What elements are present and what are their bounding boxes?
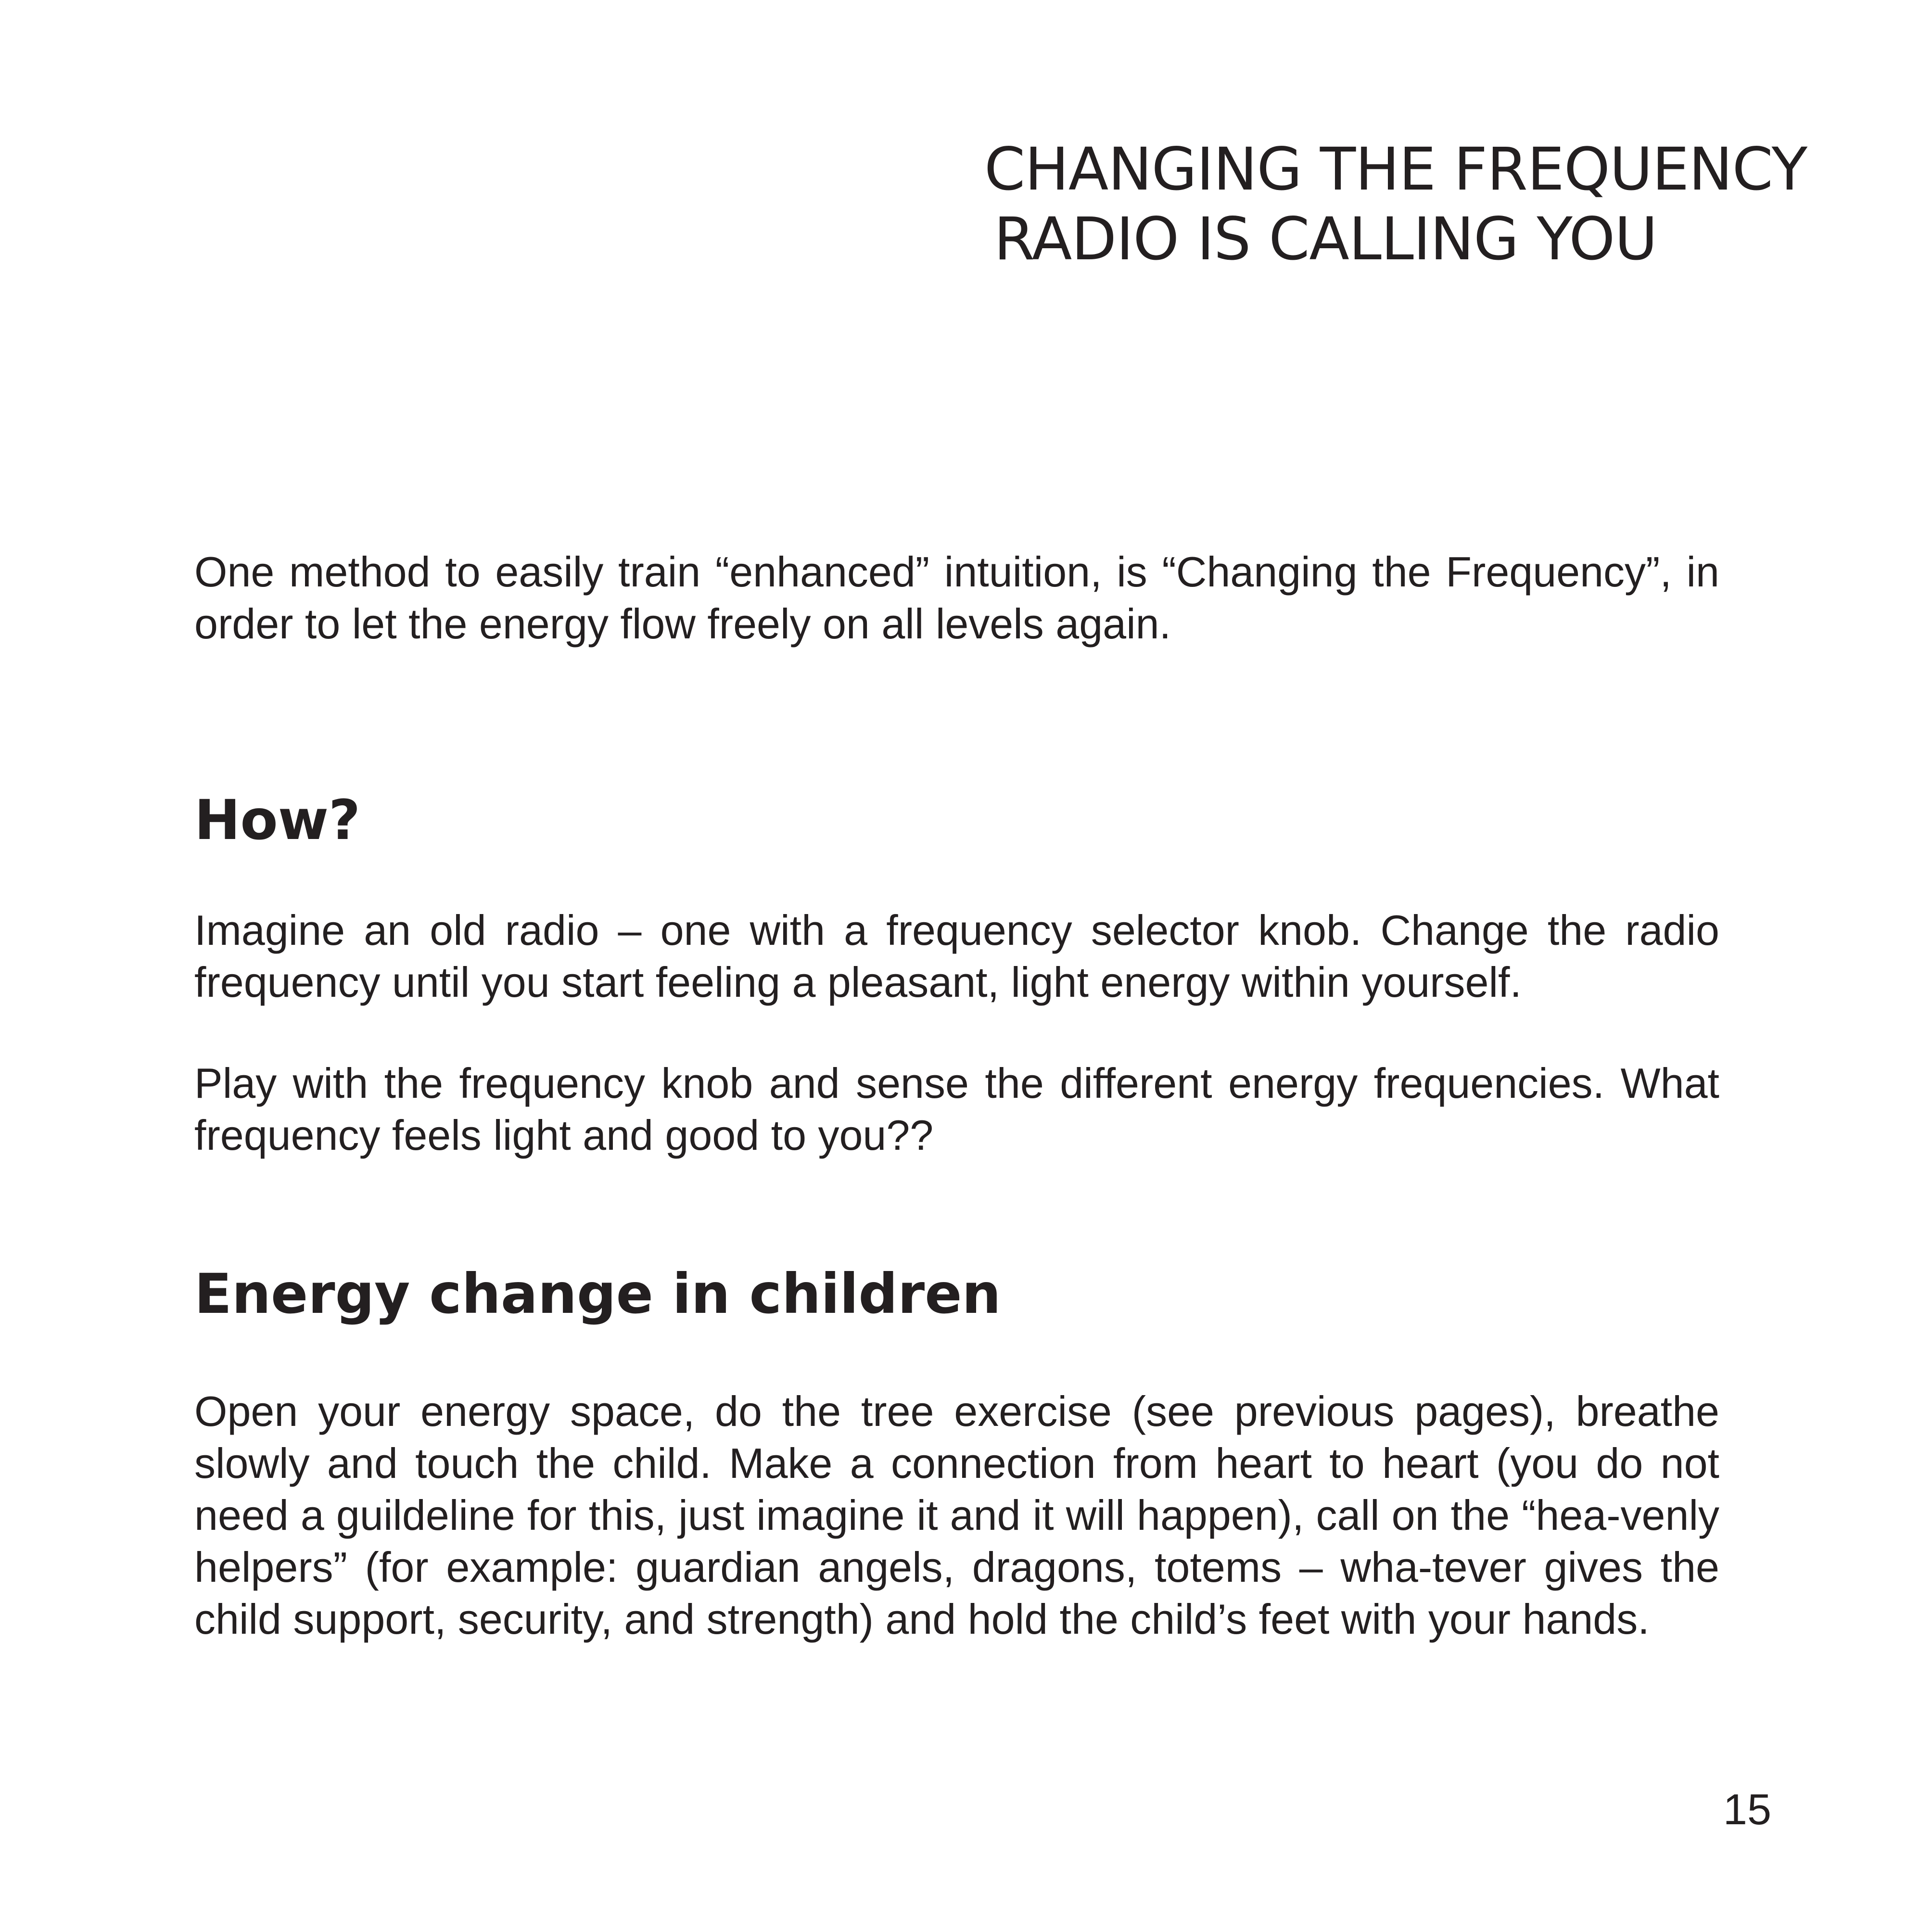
intro-paragraph: One method to easily train “enhanced” intuition, is “Changing the Frequency”, in order to let the energy flow freely on all levels again. [194,548,1719,648]
page-number: 15 [1723,1786,1771,1834]
how-section [194,789,1719,852]
title-line-1: CHANGING THE FREQUENCY [984,135,1807,203]
page-title [984,135,1807,274]
title-line-2: RADIO IS CALLING YOU [994,205,1657,273]
intro-section [194,546,1719,650]
children-body [194,1385,1719,1645]
how-body [194,904,1719,1161]
how-paragraph-2: Play with the frequency knob and sense the different energy frequencies. What frequency feels light and good to you?? [194,1059,1719,1159]
children-heading: Energy change in children [194,1262,1001,1326]
how-heading: How? [194,788,361,852]
children-paragraph: Open your energy space, do the tree exercise (see previous pages), breathe slowly and touch the child. Make a connection from heart to heart (you do not need a guildeline for this, just imagine it and it will happen), call on the “hea-venly helpers” (for example: guardian angels, dragons, totems – wha-tever gives the child support, security, and strength) and hold the child’s feet with your hands. [194,1387,1719,1643]
children-section [194,1263,1719,1325]
how-paragraph-1: Imagine an old radio – one with a frequency selector knob. Change the radio frequency until you start feeling a pleasant, light energy within yourself. [194,906,1719,1006]
